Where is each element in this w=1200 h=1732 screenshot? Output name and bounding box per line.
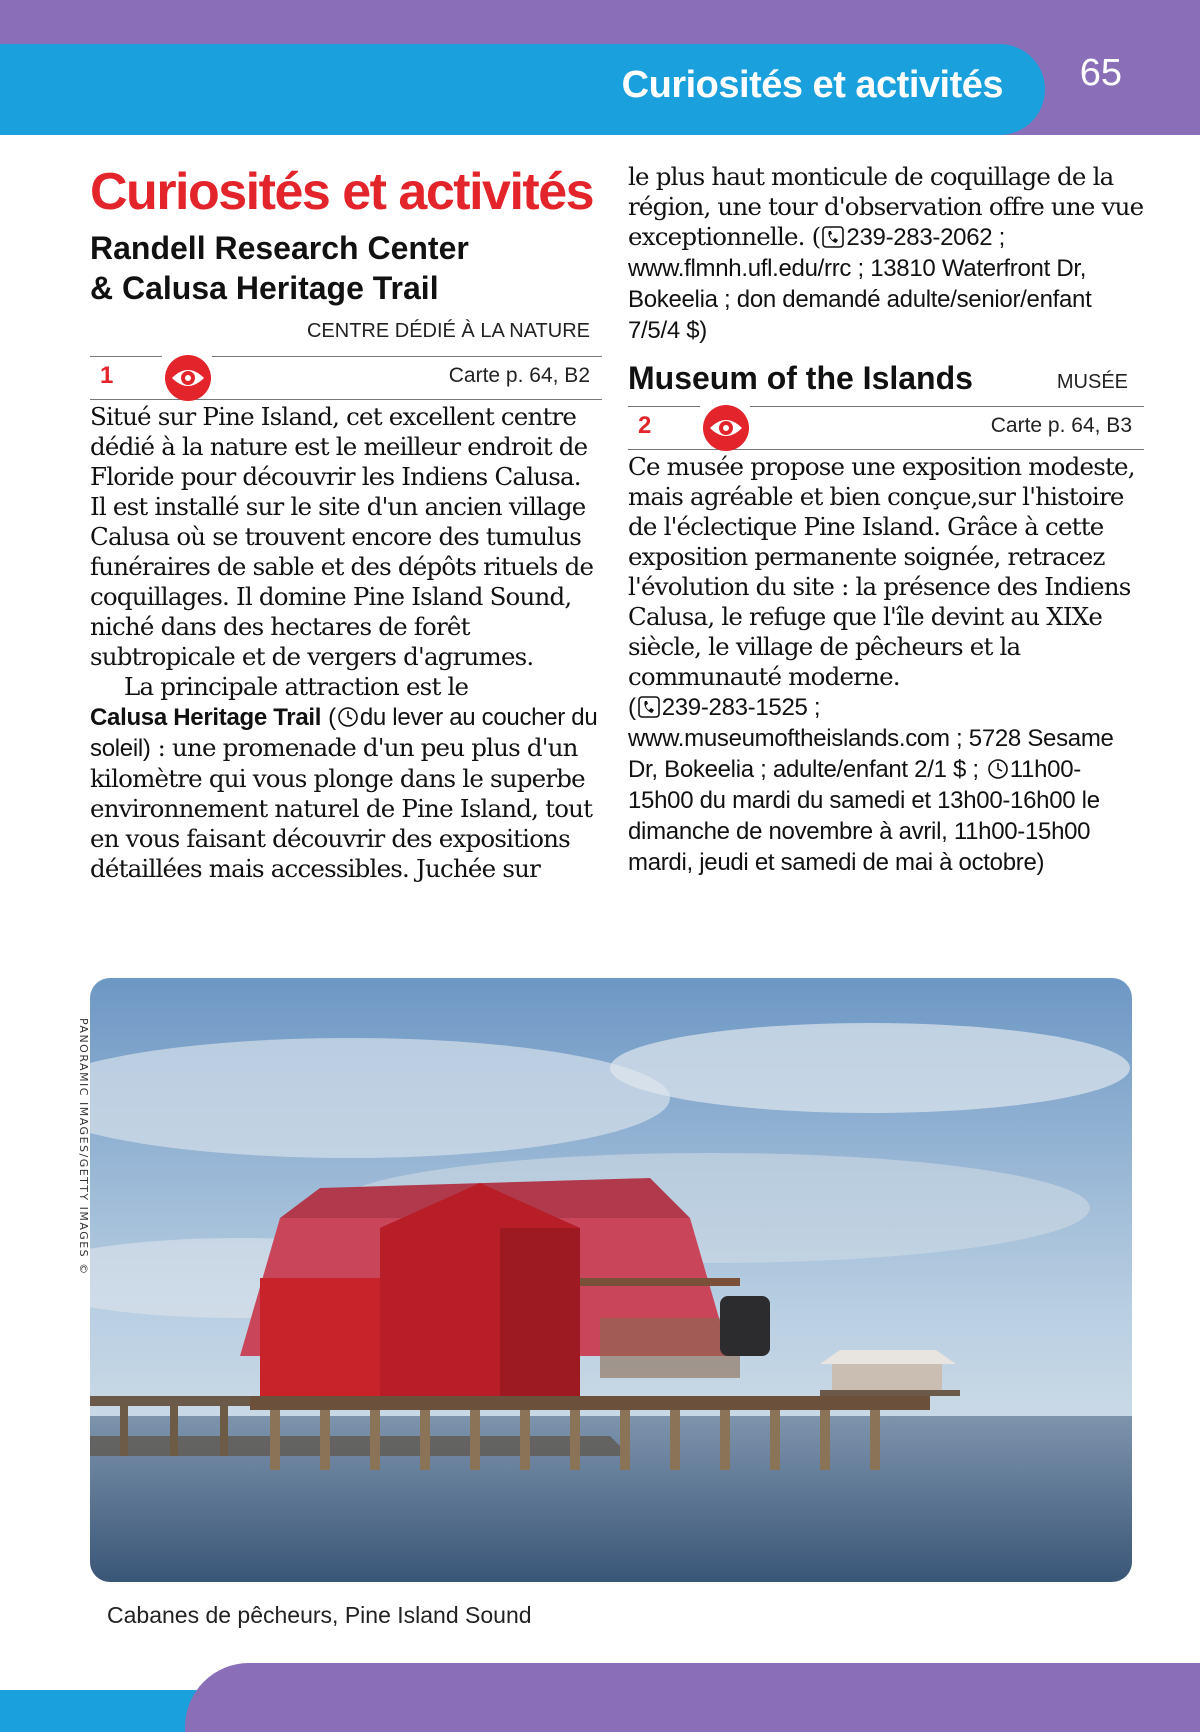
section-title: Curiosités et activités <box>90 163 594 221</box>
listing-ref-row <box>90 356 602 400</box>
opening-hours: du lever au coucher du soleil) <box>90 704 598 762</box>
clock-icon <box>987 758 1009 780</box>
divider <box>628 406 700 407</box>
entry-title-randell <box>90 228 602 308</box>
practical-info: 239-283-2062 ; www.flmnh.ufl.edu/rrc ; 13810 Waterfront Dr, Bokeelia ; don demandé adulte/senior/enfant 7/5/4 $) <box>628 224 1092 344</box>
trail-name: Calusa Heritage Trail <box>90 704 322 731</box>
entry-continuation <box>628 162 1144 346</box>
text-run: La principale attraction est le <box>124 672 469 701</box>
text-run: : une promenade d'un peu plus d'un kilomètre qui vous plonge dans le superbe environnement naturel de Pine Island, tout en vous faisant découvrir des expositions détaillées mais accessibles. Juchée sur <box>90 733 593 883</box>
entry-title-line2: & Calusa Heritage Trail <box>90 270 439 306</box>
map-reference: Carte p. 64, B2 <box>448 364 590 387</box>
entry-title-line1: Randell Research Center <box>90 230 469 266</box>
footer-band-purple <box>185 1663 1200 1732</box>
entry-description <box>90 402 602 884</box>
header-tab <box>0 44 1045 135</box>
divider <box>90 356 162 357</box>
listing-ref-row <box>628 406 1144 450</box>
clock-icon <box>337 706 359 728</box>
text-run: le plus haut monticule de coquillage de la région, une tour d'observation offre une vue exceptionnelle. ( <box>628 162 1144 251</box>
left-column <box>90 160 602 884</box>
paragraph: Situé sur Pine Island, cet excellent centre dédié à la nature est le meilleur endroit de Floride pour découvrir les Indiens Calusa. Il est installé sur le site d'un ancien village Calusa où se trouvent encore des tumulus funéraires de sable et des dépôts rituels de coquillages. Il domine Pine Island Sound, niché dans des hectares de forêt subtropicale et de vergers d'agrumes. <box>90 402 594 671</box>
listing-number: 2 <box>638 412 652 439</box>
practical-info: 239-283-1525 ; www.museumoftheislands.com ; 5728 Sesame Dr, Bokeelia ; adulte/enfant 2/1 $ ; <box>628 694 1114 783</box>
paren: ( <box>328 704 336 731</box>
paren: ( <box>628 694 636 721</box>
page-number: 65 <box>1079 52 1122 94</box>
map-reference: Carte p. 64, B3 <box>990 414 1132 437</box>
phone-icon <box>638 696 660 718</box>
text-run: Ce musée propose une exposition modeste, mais agréable et bien conçue,sur l'histoire de l'éclectique Pine Island. Grâce à cette exposition permanente soignée, retracez l'évolution du site : la présence des Indiens Calusa, le refuge que l'île devint au XIXe siècle, le village de pêcheurs et la communauté moderne. <box>628 452 1135 691</box>
divider <box>212 356 602 357</box>
entry-header <box>628 358 1144 398</box>
eye-icon <box>702 404 750 452</box>
photo-credit: PANORAMIC IMAGES/GETTY IMAGES © <box>77 1018 90 1276</box>
running-header-title: Curiosités et activités <box>621 64 1003 106</box>
entry-category: CENTRE DÉDIÉ À LA NATURE <box>306 320 590 342</box>
entry-description <box>628 452 1144 878</box>
photo-illustration <box>90 978 1132 1582</box>
eye-icon <box>164 354 212 402</box>
right-column <box>628 160 1144 878</box>
entry-category: MUSÉE <box>1056 371 1128 393</box>
listing-number: 1 <box>100 362 114 389</box>
paragraph <box>628 452 1144 878</box>
photo-caption: Cabanes de pêcheurs, Pine Island Sound <box>107 1602 532 1628</box>
phone-icon <box>822 226 844 248</box>
opening-hours: 11h00-15h00 du mardi du samedi et 13h00-16h00 le dimanche de novembre à avril, 11h00-15h00 mardi, jeudi et samedi de mai à octobre) <box>628 756 1100 876</box>
entry-title-museum: Museum of the Islands <box>628 360 973 396</box>
paragraph <box>628 162 1144 346</box>
divider <box>750 406 1144 407</box>
paragraph <box>90 672 602 884</box>
photo-fishing-shacks <box>90 978 1132 1582</box>
